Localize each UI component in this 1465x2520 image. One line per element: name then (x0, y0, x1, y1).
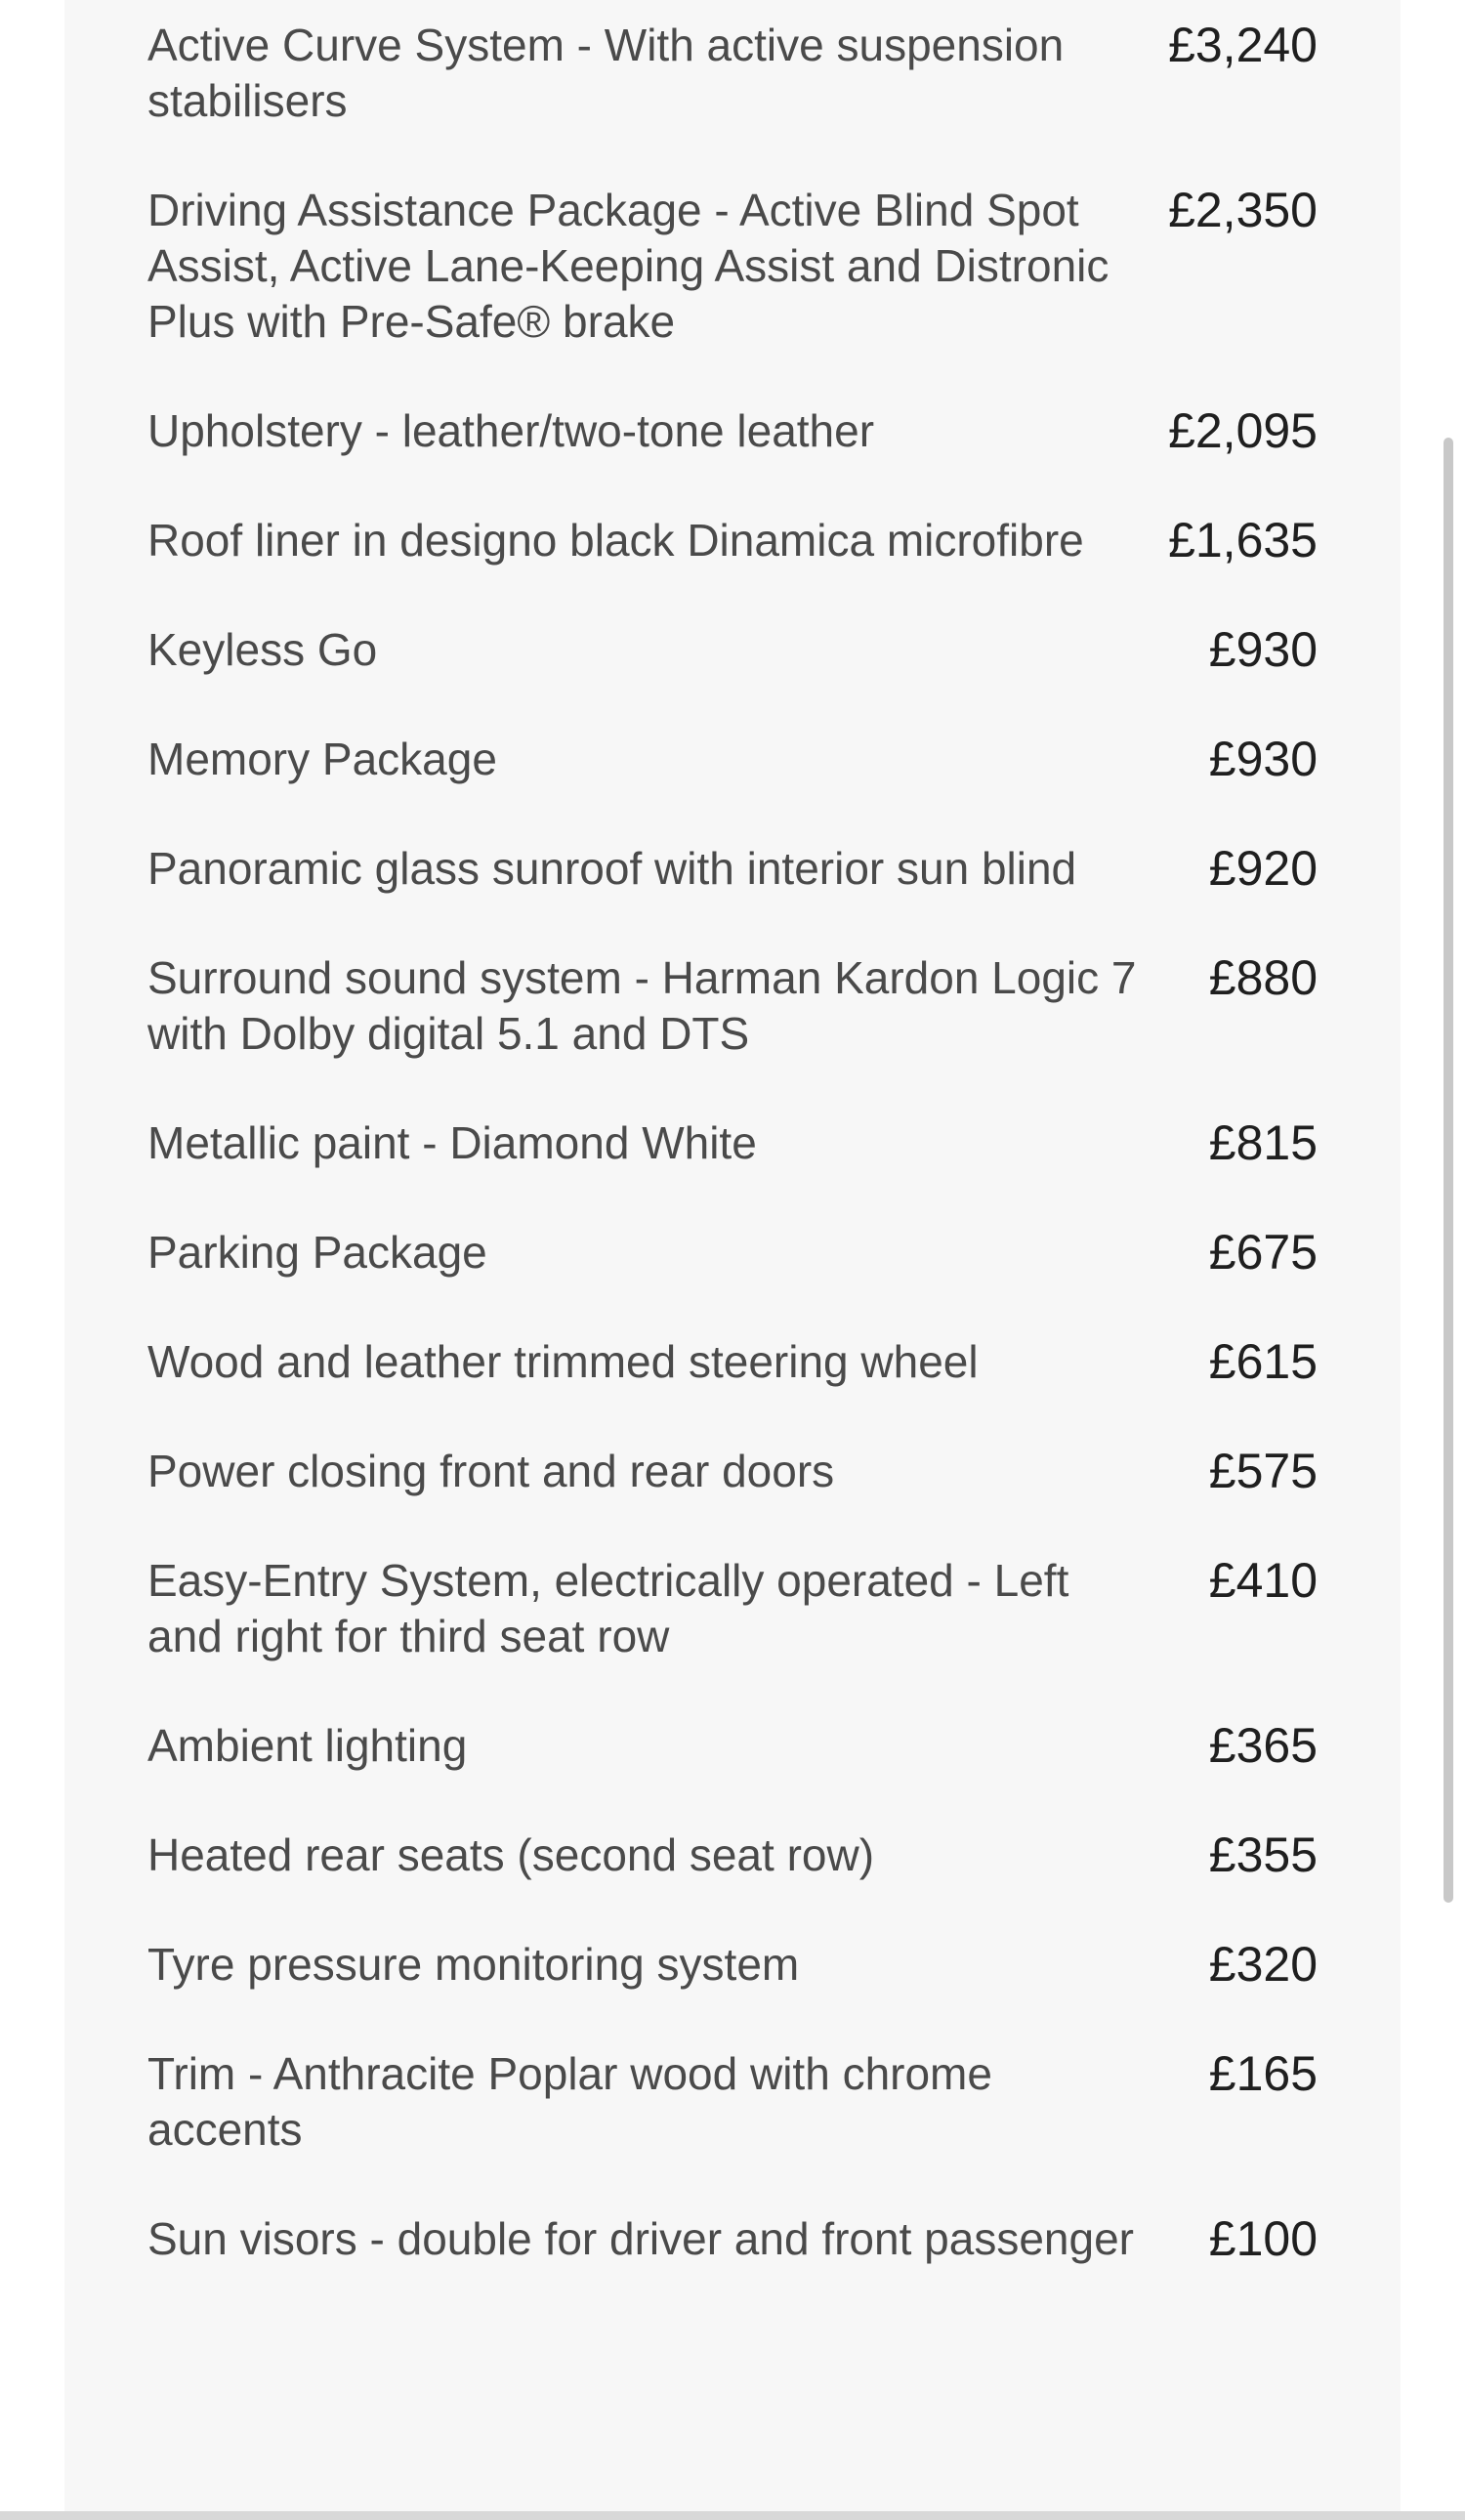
scrollbar-thumb[interactable] (1444, 438, 1453, 1903)
option-label: Upholstery - leather/two-tone leather (147, 405, 875, 456)
list-item-roof-liner (147, 513, 1318, 622)
list-item-sun-visors (147, 2211, 1318, 2321)
option-price: £3,240 (1168, 18, 1318, 72)
option-price: £815 (1208, 1115, 1318, 1170)
option-label: Ambient lighting (147, 1720, 468, 1771)
option-price: £165 (1208, 2046, 1318, 2101)
option-price: £355 (1208, 1827, 1318, 1882)
option-label: Driving Assistance Package - Active Blind Spot Assist, Active Lane-Keeping Assist and Distronic Plus with Pre-Safe® brake (147, 185, 1109, 347)
option-price: £2,095 (1168, 403, 1318, 458)
option-price: £410 (1208, 1553, 1318, 1608)
options-price-list (147, 18, 1318, 2321)
option-price: £615 (1208, 1334, 1318, 1389)
option-label: Keyless Go (147, 624, 378, 675)
list-item-active-curve-system (147, 18, 1318, 183)
list-item-easy-entry-system (147, 1553, 1318, 1718)
option-label: Active Curve System - With active suspension stabilisers (147, 20, 1065, 126)
list-item-parking-package (147, 1225, 1318, 1334)
option-label: Trim - Anthracite Poplar wood with chrome accents (147, 2048, 992, 2155)
option-price: £930 (1208, 732, 1318, 786)
option-label: Parking Package (147, 1227, 487, 1278)
option-label: Surround sound system - Harman Kardon Logic 7 with Dolby digital 5.1 and DTS (147, 952, 1137, 1059)
option-price: £2,350 (1168, 183, 1318, 237)
option-label: Heated rear seats (second seat row) (147, 1829, 875, 1880)
option-price: £880 (1208, 950, 1318, 1005)
list-item-steering-wheel (147, 1334, 1318, 1444)
option-label: Roof liner in designo black Dinamica microfibre (147, 515, 1084, 566)
option-label: Panoramic glass sunroof with interior sun blind (147, 843, 1077, 894)
option-price: £1,635 (1168, 513, 1318, 567)
bottom-divider (0, 2511, 1465, 2520)
list-item-driving-assistance-package (147, 183, 1318, 403)
option-label: Easy-Entry System, electrically operated - Left and right for third seat row (147, 1555, 1069, 1661)
list-item-surround-sound-system (147, 950, 1318, 1115)
list-item-panoramic-sunroof (147, 841, 1318, 950)
option-price: £575 (1208, 1444, 1318, 1498)
option-label: Wood and leather trimmed steering wheel (147, 1336, 979, 1387)
list-item-power-closing-doors (147, 1444, 1318, 1553)
list-item-trim (147, 2046, 1318, 2211)
option-price: £365 (1208, 1718, 1318, 1773)
list-item-heated-rear-seats (147, 1827, 1318, 1937)
option-price: £100 (1208, 2211, 1318, 2266)
list-item-tyre-pressure-monitoring (147, 1937, 1318, 2046)
list-item-keyless-go (147, 622, 1318, 732)
list-item-memory-package (147, 732, 1318, 841)
list-item-ambient-lighting (147, 1718, 1318, 1827)
option-label: Tyre pressure monitoring system (147, 1939, 800, 1990)
option-price: £675 (1208, 1225, 1318, 1280)
option-label: Power closing front and rear doors (147, 1446, 835, 1496)
option-price: £320 (1208, 1937, 1318, 1992)
option-price: £930 (1208, 622, 1318, 677)
list-item-metallic-paint (147, 1115, 1318, 1225)
option-price: £920 (1208, 841, 1318, 896)
list-item-upholstery (147, 403, 1318, 513)
option-label: Metallic paint - Diamond White (147, 1117, 757, 1168)
option-label: Sun visors - double for driver and front passenger (147, 2213, 1134, 2264)
option-label: Memory Package (147, 734, 497, 784)
